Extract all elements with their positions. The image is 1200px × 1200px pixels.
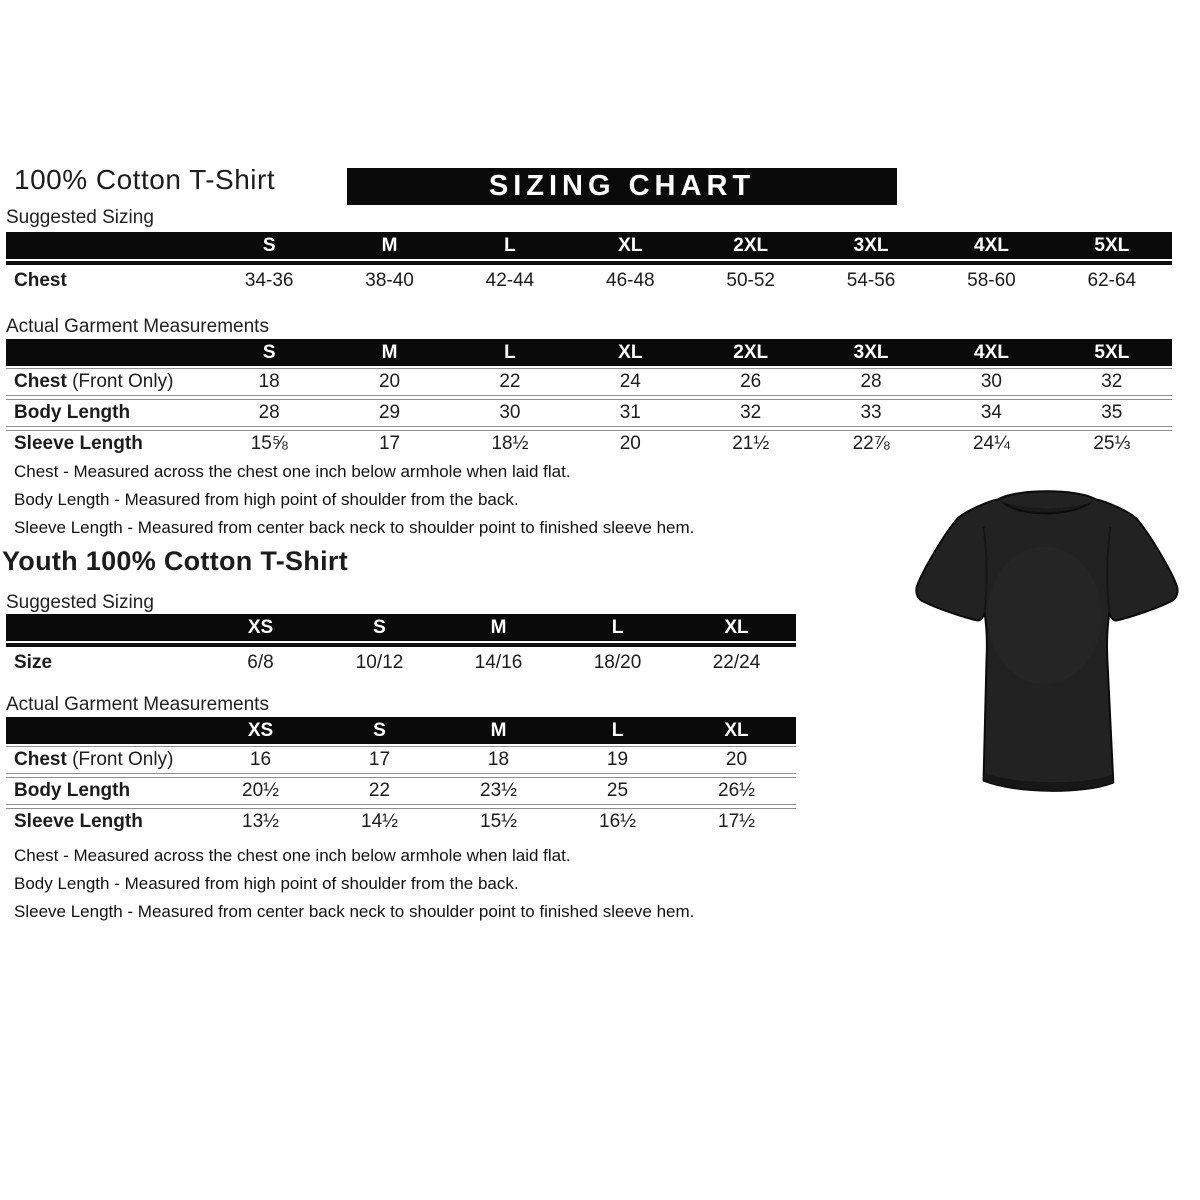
cell-value: 62-64: [1087, 269, 1137, 291]
cell-value: 26½: [718, 780, 755, 801]
cell-value: 28: [258, 402, 280, 423]
cell-value: 25⅓: [1093, 433, 1131, 454]
page-title: 100% Cotton T-Shirt: [14, 164, 276, 195]
youth-measurements-table: [6, 717, 796, 835]
adult-suggested-header-row: [6, 232, 1172, 259]
adult-suggested-label: Suggested Sizing: [6, 207, 154, 228]
table-row-sleeve-length: [6, 809, 796, 835]
cell-value: 34: [980, 402, 1002, 423]
youth-measurements-label: Actual Garment Measurements: [6, 694, 269, 715]
cell-value: 22: [499, 371, 521, 392]
youth-title: Youth 100% Cotton T-Shirt: [2, 546, 348, 576]
youth-suggested-table: [6, 614, 796, 678]
col-header-s: S: [262, 341, 276, 363]
cell-value: 30: [499, 402, 521, 423]
note-body-length: Body Length - Measured from high point of shoulder from the back.: [14, 490, 519, 509]
cell-value: 20½: [242, 780, 279, 801]
col-header-3xl: 3XL: [853, 234, 889, 256]
cell-value: 32: [1101, 371, 1123, 392]
table-row-sleeve-length: [6, 431, 1172, 457]
note-chest: Chest - Measured across the chest one inch below armhole when laid flat.: [14, 846, 571, 865]
cell-value: 14/16: [474, 651, 523, 673]
col-header-5xl: 5XL: [1094, 234, 1130, 256]
row-label: Chest: [14, 269, 67, 291]
col-header-l: L: [611, 616, 624, 638]
cell-value: 16½: [599, 811, 636, 832]
cell-value: 42-44: [485, 269, 535, 291]
note-chest: Chest - Measured across the chest one inch below armhole when laid flat.: [14, 462, 571, 481]
table-row-chest-front-only: [6, 747, 796, 773]
col-header-m: M: [381, 234, 398, 256]
col-header-xl: XL: [618, 341, 643, 363]
col-header-xl: XL: [724, 616, 749, 638]
note-body-length: Body Length - Measured from high point of shoulder from the back.: [14, 874, 519, 893]
cell-value: 17: [378, 433, 401, 454]
col-header-2xl: 2XL: [733, 341, 769, 363]
col-header-4xl: 4XL: [974, 234, 1009, 256]
cell-value: 18/20: [593, 651, 642, 673]
cell-value: 46-48: [606, 269, 655, 291]
youth-suggested-header-row: [6, 614, 796, 641]
cell-value: 34-36: [244, 269, 294, 291]
adult-measurements-header-row: [6, 339, 1172, 366]
col-header-xs: XS: [247, 616, 274, 638]
col-header-m: M: [490, 616, 507, 638]
table-row-chest-front-only: [6, 369, 1172, 395]
youth-measurement-notes: [14, 842, 694, 926]
cell-value: 23½: [480, 780, 517, 801]
row-label: Chest (Front Only): [14, 371, 174, 392]
cell-value: 29: [378, 402, 401, 423]
col-header-l: L: [504, 341, 516, 363]
col-header-4xl: 4XL: [974, 341, 1009, 363]
cell-value: 18: [258, 371, 280, 392]
col-header-2xl: 2XL: [733, 234, 769, 256]
col-header-3xl: 3XL: [853, 341, 889, 363]
sizing-chart-banner-text: SIZING CHART: [488, 170, 756, 202]
table-row-body-length: [6, 778, 796, 804]
col-header-5xl: 5XL: [1094, 341, 1130, 363]
black-tshirt-image: [897, 466, 1192, 814]
cell-value: 15½: [480, 811, 517, 832]
sizing-chart-banner: [347, 168, 897, 205]
row-label: Sleeve Length: [14, 433, 143, 454]
col-header-xs: XS: [247, 719, 274, 741]
cell-value: 24¼: [972, 433, 1010, 454]
col-header-s: S: [373, 616, 386, 638]
cell-value: 32: [740, 402, 762, 423]
row-label: Body Length: [14, 402, 131, 423]
table-row-size: [6, 647, 796, 678]
table-row-body-length: [6, 400, 1172, 426]
cell-value: 20: [725, 749, 748, 770]
cell-value: 26: [740, 371, 762, 392]
cell-value: 10/12: [355, 651, 404, 673]
cell-value: 17½: [718, 811, 755, 832]
col-header-m: M: [490, 719, 507, 741]
col-header-l: L: [504, 234, 516, 256]
col-header-s: S: [373, 719, 386, 741]
tshirt-illustration: [897, 466, 1192, 814]
cell-value: 22: [368, 780, 391, 801]
cell-value: 17: [368, 749, 391, 770]
adult-suggested-table: [6, 232, 1172, 296]
cell-value: 33: [860, 402, 882, 423]
cell-value: 16: [249, 749, 272, 770]
cell-value: 6/8: [247, 651, 274, 673]
row-label: Size: [14, 651, 53, 673]
cell-value: 18: [487, 749, 510, 770]
adult-measurements-table: [6, 339, 1172, 457]
youth-suggested-label: Suggested Sizing: [6, 592, 154, 613]
cell-value: 19: [606, 749, 629, 770]
cell-value: 20: [619, 433, 641, 454]
note-sleeve-length: Sleeve Length - Measured from center back neck to shoulder point to finished sleeve hem.: [14, 518, 695, 537]
youth-measurements-header-row: [6, 717, 796, 744]
note-sleeve-length: Sleeve Length - Measured from center back neck to shoulder point to finished sleeve hem.: [14, 902, 695, 921]
cell-value: 22/24: [712, 651, 761, 673]
cell-value: 18½: [491, 433, 529, 454]
cell-value: 54-56: [846, 269, 896, 291]
col-header-s: S: [262, 234, 276, 256]
adult-measurements-label: Actual Garment Measurements: [6, 316, 269, 337]
cell-value: 25: [606, 780, 629, 801]
cell-value: 24: [619, 371, 641, 392]
col-header-l: L: [611, 719, 624, 741]
cell-value: 35: [1101, 402, 1123, 423]
cell-value: 58-60: [967, 269, 1016, 291]
adult-measurement-notes: [14, 458, 694, 542]
table-row-chest: [6, 265, 1172, 296]
cell-value: 20: [378, 371, 401, 392]
cell-value: 28: [860, 371, 882, 392]
cell-value: 21½: [732, 433, 770, 454]
row-label: Sleeve Length: [14, 811, 143, 832]
cell-value: 50-52: [726, 269, 775, 291]
cell-value: 31: [619, 402, 641, 423]
col-header-xl: XL: [618, 234, 643, 256]
cell-value: 15⅝: [250, 433, 288, 454]
col-header-xl: XL: [724, 719, 749, 741]
cell-value: 38-40: [365, 269, 414, 291]
cell-value: 14½: [361, 811, 398, 832]
cell-value: 30: [980, 371, 1002, 392]
row-label: Body Length: [14, 780, 131, 801]
row-label: Chest (Front Only): [14, 749, 174, 770]
col-header-m: M: [381, 341, 398, 363]
cell-value: 13½: [242, 811, 279, 832]
cell-value: 22⅞: [852, 433, 890, 454]
